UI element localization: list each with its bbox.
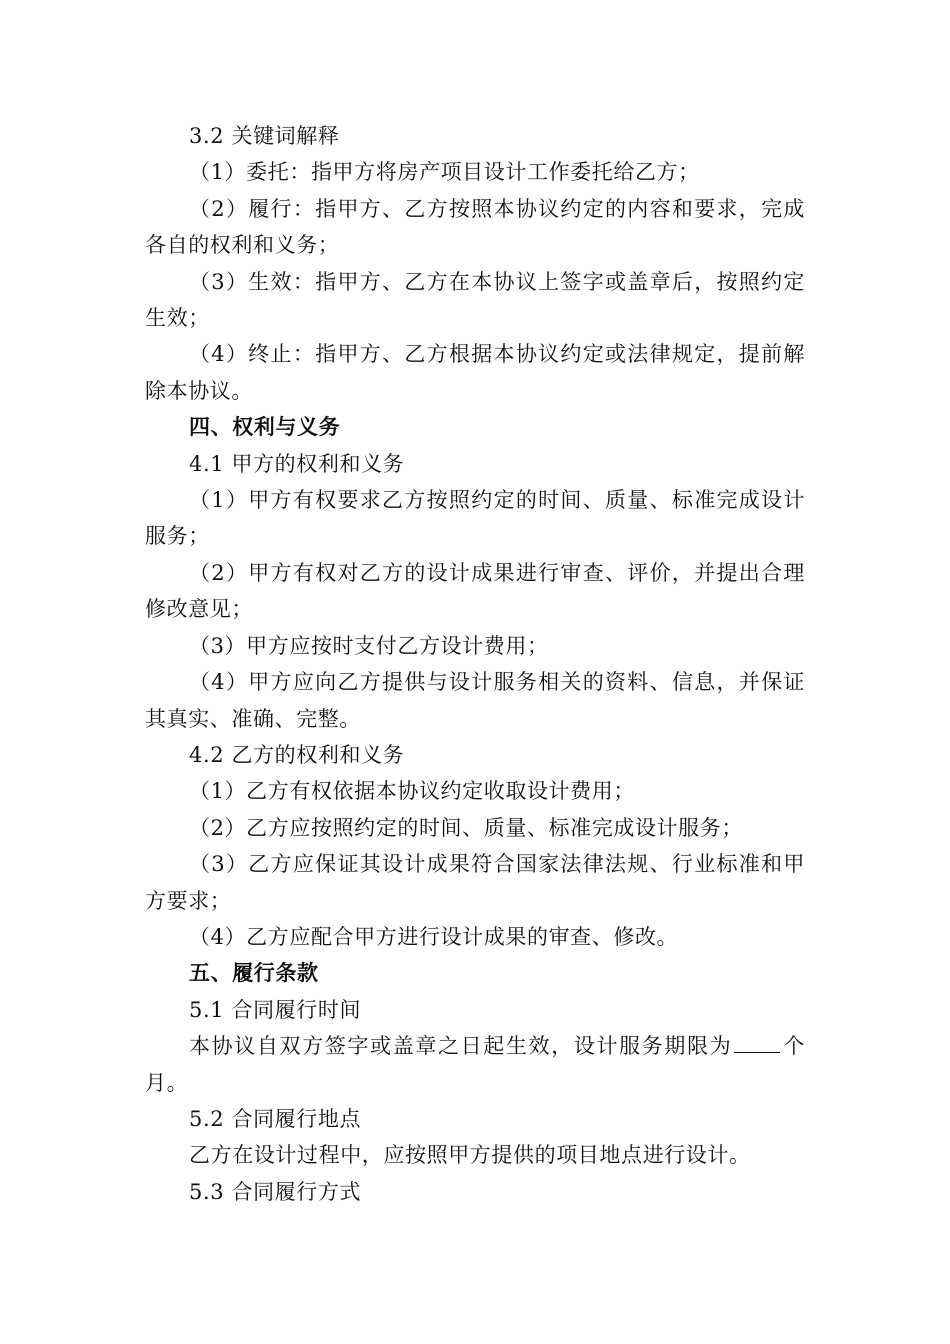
- clause-paragraph: （2）甲方有权对乙方的设计成果进行审查、评价，并提出合理修改意见；: [145, 560, 805, 622]
- clause-paragraph: （3）乙方应保证其设计成果符合国家法律法规、行业标准和甲方要求；: [145, 852, 805, 913]
- subsection-title: 3.2 关键词解释: [189, 124, 340, 148]
- clause-paragraph: （3）生效：指甲方、乙方在本协议上签字或盖章后，按照约定生效；: [145, 269, 805, 331]
- subsection-title: 4.2 乙方的权利和义务: [189, 742, 405, 767]
- fill-in-blank: [734, 1034, 780, 1053]
- section-heading: 五、履行条款: [189, 961, 319, 986]
- clause-paragraph: （4）乙方应配合甲方进行设计成果的审查、修改。: [189, 924, 679, 949]
- clause-paragraph: （2）履行：指甲方、乙方按照本协议约定的内容和要求，完成各自的权利和义务；: [145, 196, 805, 258]
- clause-paragraph: [145, 1028, 805, 1101]
- clause-paragraph: （1）甲方有权要求乙方按照约定的时间、质量、标准完成设计服务；: [145, 488, 805, 549]
- subsection-title: 4.1 甲方的权利和义务: [189, 451, 405, 476]
- subsection-title: 5.2 合同履行地点: [189, 1106, 362, 1131]
- clause-paragraph: （2）乙方应按照约定的时间、质量、标准完成设计服务；: [189, 815, 743, 840]
- clause-paragraph: （4）终止：指甲方、乙方根据本协议约定或法律规定，提前解除本协议。: [145, 342, 805, 403]
- document-body: [145, 118, 805, 1210]
- subsection-title: 5.3 合同履行方式: [189, 1179, 362, 1204]
- clause-paragraph: 乙方在设计过程中，应按照甲方提供的项目地点进行设计。: [189, 1143, 751, 1168]
- clause-paragraph: （3）甲方应按时支付乙方设计费用；: [189, 633, 549, 658]
- clause-paragraph: （1）乙方有权依据本协议约定收取设计费用；: [189, 779, 635, 804]
- clause-text-after-blank: 个月。: [145, 1034, 805, 1095]
- section-heading: 四、权利与义务: [189, 415, 341, 440]
- subsection-title: 5.1 合同履行时间: [189, 997, 362, 1022]
- clause-paragraph: （1）委托：指甲方将房产项目设计工作委托给乙方；: [189, 160, 700, 185]
- clause-text-before-blank: 本协议自双方签字或盖章之日起生效，设计服务期限为: [189, 1034, 733, 1059]
- clause-paragraph: （4）甲方应向乙方提供与设计服务相关的资料、信息，并保证其真实、准确、完整。: [145, 670, 805, 731]
